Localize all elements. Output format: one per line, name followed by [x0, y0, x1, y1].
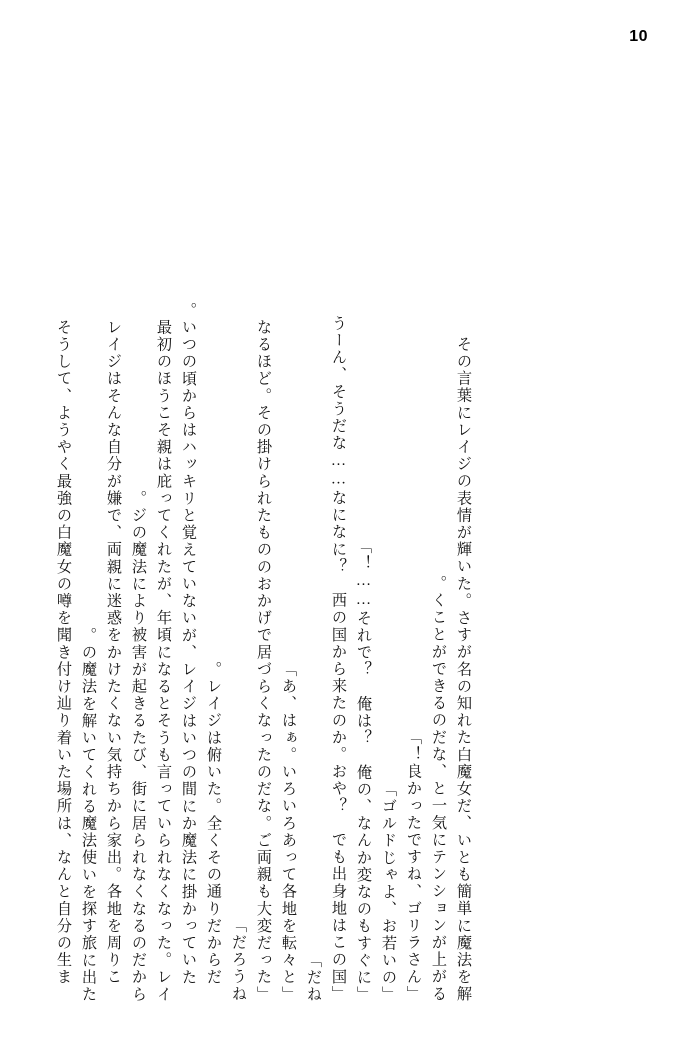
- vertical-text-block: [46, 78, 654, 1003]
- text-column: レイジはそんな自分が嫌で、両親に迷惑をかけたくない気持ちから家出。各地を周りこ: [105, 318, 122, 1003]
- text-column: 「うーん、そうだな……なになに？ 西の国から来たのか。おや？ でも出身地はこの国: [330, 315, 347, 1003]
- text-column: 「ゴルドじゃよ、お若いの」: [380, 780, 397, 1003]
- text-column: ジの魔法により被害が起きるたび、街に居られなくなるのだから。: [130, 489, 147, 1003]
- text-column: 「良かったですね、ゴリラさん！」: [405, 729, 422, 1003]
- text-column: 「あ、はぁ。いろいろあって各地を転々と」: [280, 660, 297, 1003]
- text-column: くことができるのだな、と一気にテンションが上がる。: [430, 575, 447, 1003]
- text-column: 「なるほど。その掛けられたもののおかげで居づらくなったのだな。ご両親も大変だった: [255, 318, 272, 1003]
- text-column: の魔法を解いてくれる魔法使いを探す旅に出た。: [80, 626, 97, 1003]
- text-column: 最初のほうこそ親は庇ってくれたが、年頃になるとそうも言っていられなくなった。レイ: [155, 319, 172, 1003]
- text-column: だろうね」: [230, 917, 247, 1003]
- text-column: レイジは俯いた。全くその通りだからだ。: [205, 660, 222, 1003]
- text-column: そうして、ようやく最強の白魔女の噂を聞き付け辿り着いた場所は、なんと自分の生ま: [55, 318, 72, 1003]
- text-column: いつの頃からはハッキリと覚えていないが、レイジはいつの間にか魔法に掛かっていた。: [180, 301, 197, 1003]
- text-column: だね」: [305, 951, 322, 1003]
- text-column: 「それで？ 俺は？ 俺の、なんか変なのもすぐに……！」: [355, 537, 372, 1003]
- page-number: 10: [629, 28, 648, 45]
- text-column: その言葉にレイジの表情が輝いた。さすが名の知れた白魔女だ、いとも簡単に魔法を解: [455, 336, 472, 1003]
